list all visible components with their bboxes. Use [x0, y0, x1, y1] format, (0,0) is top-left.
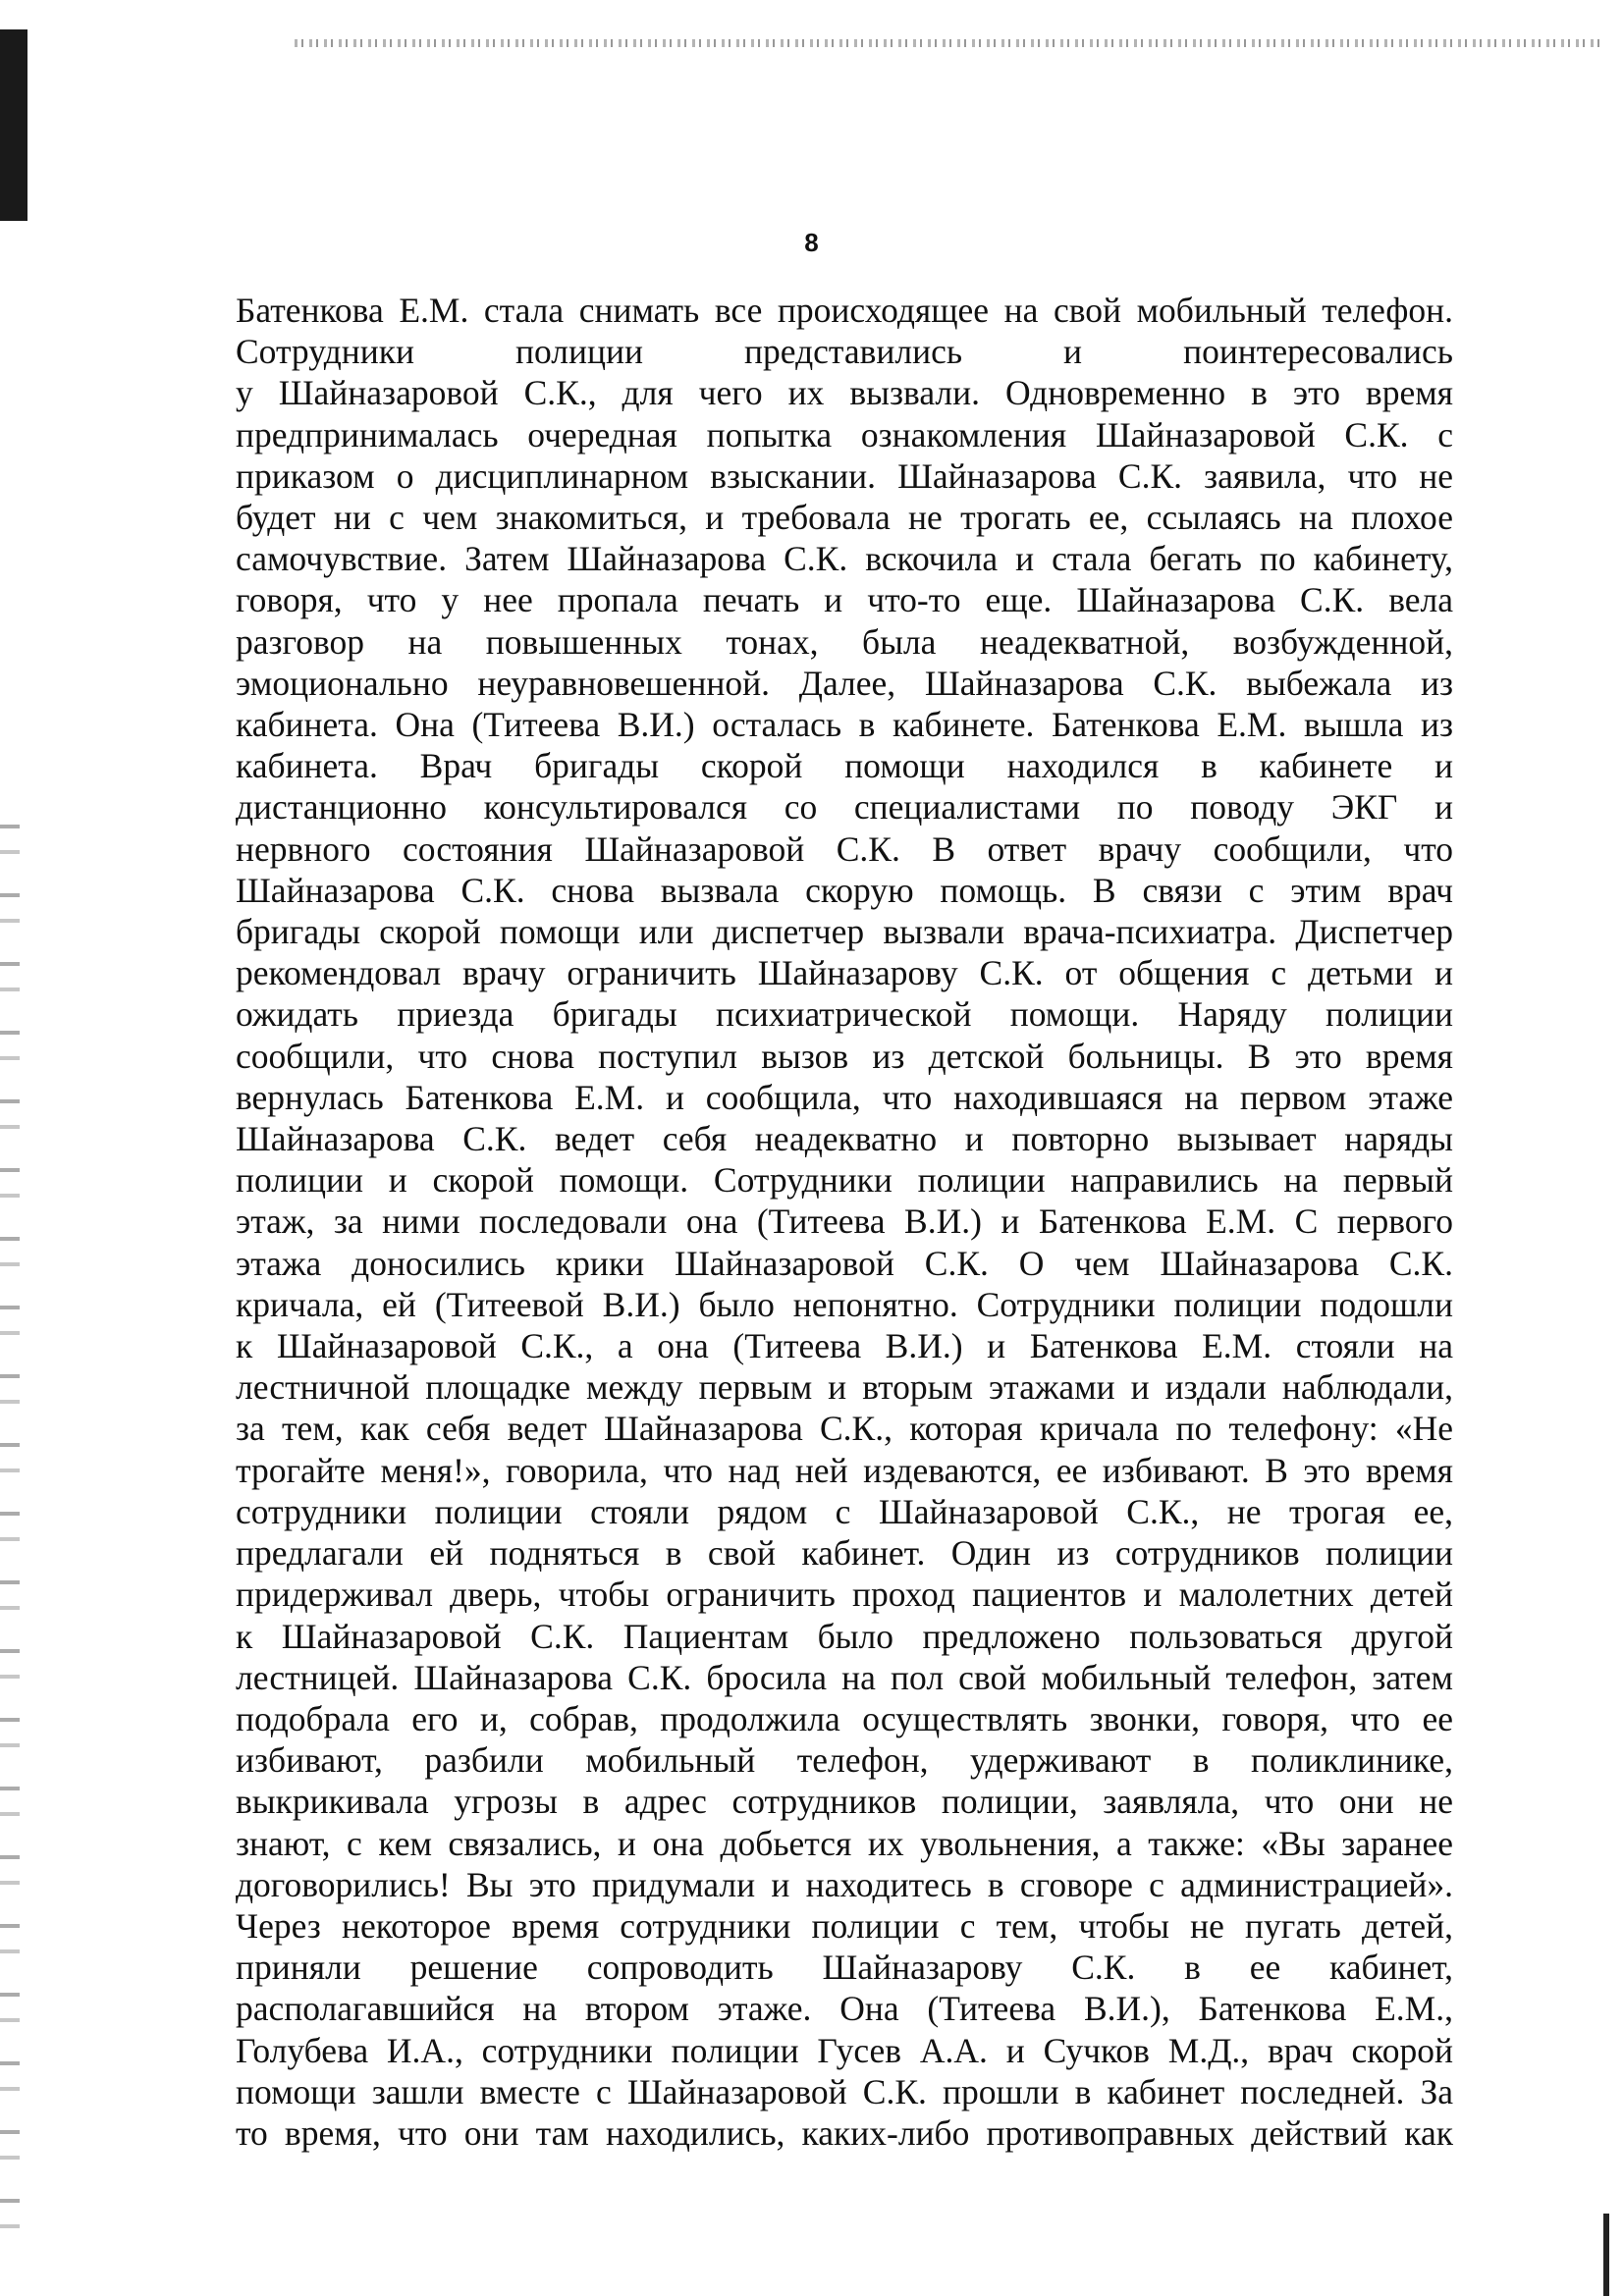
text-line: кричала, ей (Титеевой В.И.) было непонятно. Сотрудники полиции подошли [236, 1284, 1453, 1324]
text-line: самочувствие. Затем Шайназарова С.К. вскочила и стала бегать по кабинету, [236, 539, 1453, 579]
text-line: полиции и скорой помощи. Сотрудники полиции направились на первый [236, 1160, 1453, 1201]
text-line: сотрудники полиции стояли рядом с Шайназаровой С.К., не трогая ее, [236, 1491, 1453, 1531]
text-line: вернулась Батенкова Е.М. и сообщила, что находившаяся на первом этаже [236, 1077, 1453, 1117]
text-line: к Шайназаровой С.К. Пациентам было предложено пользоваться другой [236, 1616, 1453, 1656]
text-line: Голубева И.А., сотрудники полиции Гусев А.А. и Сучков М.Д., врач скорой [236, 2030, 1453, 2070]
text-line: приказом о дисциплинарном взыскании. Шайназарова С.К. заявила, что не [236, 455, 1453, 496]
document-body [236, 290, 1453, 2154]
text-line: Шайназарова С.К. снова вызвала скорую помощь. В связи с этим врач [236, 870, 1453, 910]
text-line: выкрикивала угрозы в адрес сотрудников полиции, заявляла, что они не [236, 1782, 1453, 1822]
text-line: разговор на повышенных тонах, была неадекватной, возбужденной, [236, 621, 1453, 662]
text-line: Шайназарова С.К. ведет себя неадекватно и повторно вызывает наряды [236, 1119, 1453, 1159]
text-line: этажа доносились крики Шайназаровой С.К. О чем Шайназарова С.К. [236, 1243, 1453, 1283]
page-number: 8 [804, 228, 819, 257]
text-line: рекомендовал врачу ограничить Шайназарову С.К. от общения с детьми и [236, 953, 1453, 993]
text-line: нервного состояния Шайназаровой С.К. В ответ врачу сообщили, что [236, 828, 1453, 869]
text-line: располагавшийся на втором этаже. Она (Титеева В.И.), Батенкова Е.М., [236, 1989, 1453, 2029]
text-line: ожидать приезда бригады психиатрической помощи. Наряду полиции [236, 994, 1453, 1035]
text-line: дистанционно консультировался со специалистами по поводу ЭКГ и [236, 787, 1453, 828]
text-line: у Шайназаровой С.К., для чего их вызвали. Одновременно в это время [236, 373, 1453, 413]
text-line: приняли решение сопроводить Шайназарову С.К. в ее кабинет, [236, 1948, 1453, 1988]
text-line: к Шайназаровой С.К., а она (Титеева В.И.) и Батенкова Е.М. стояли на [236, 1326, 1453, 1366]
text-line: Сотрудники полиции представились и поинтересовались [236, 332, 1453, 372]
text-line: говоря, что у нее пропала печать и что-то еще. Шайназарова С.К. вела [236, 580, 1453, 620]
text-line: сообщили, что снова поступил вызов из детской больницы. В это время [236, 1036, 1453, 1076]
text-line: договорились! Вы это придумали и находитесь в сговоре с администрацией». [236, 1864, 1453, 1904]
text-line: предлагали ей подняться в свой кабинет. Один из сотрудников полиции [236, 1533, 1453, 1574]
scan-edge-artifact-left [0, 29, 27, 221]
text-line: кабинета. Врач бригады скорой помощи находился в кабинете и [236, 746, 1453, 786]
text-line: лестницей. Шайназарова С.К. бросила на пол свой мобильный телефон, затем [236, 1657, 1453, 1697]
text-line: этаж, за ними последовали она (Титеева В.И.) и Батенкова Е.М. С первого [236, 1201, 1453, 1242]
text-line: кабинета. Она (Титеева В.И.) осталась в кабинете. Батенкова Е.М. вышла из [236, 705, 1453, 745]
text-line: избивают, разбили мобильный телефон, удерживают в поликлинике, [236, 1740, 1453, 1781]
text-line: за тем, как себя ведет Шайназарова С.К., которая кричала по телефону: «Не [236, 1409, 1453, 1449]
scan-edge-artifact-top [295, 39, 1600, 47]
text-line: бригады скорой помощи или диспетчер вызвали врача-психиатра. Диспетчер [236, 912, 1453, 952]
text-line: будет ни с чем знакомиться, и требовала не трогать ее, ссылаясь на плохое [236, 498, 1453, 538]
text-line: предпринималась очередная попытка ознакомления Шайназаровой С.К. с [236, 414, 1453, 454]
scan-edge-artifact-right [1603, 2214, 1609, 2296]
text-line: Батенкова Е.М. стала снимать все происходящее на свой мобильный телефон. [236, 291, 1453, 330]
text-line: то время, что они там находились, каких-либо противоправных действий как [236, 2112, 1453, 2153]
text-line: лестничной площадке между первым и вторым этажами и издали наблюдали, [236, 1367, 1453, 1408]
text-line: Через некоторое время сотрудники полиции с тем, чтобы не пугать детей, [236, 1905, 1453, 1946]
text-line: знают, с кем связались, и она добьется их увольнения, а также: «Вы заранее [236, 1823, 1453, 1863]
scan-edge-specks-left [0, 825, 20, 2258]
text-line: эмоционально неуравновешенной. Далее, Шайназарова С.К. выбежала из [236, 663, 1453, 703]
text-line: придерживал дверь, чтобы ограничить проход пациентов и малолетних детей [236, 1575, 1453, 1615]
text-line: помощи зашли вместе с Шайназаровой С.К. прошли в кабинет последней. За [236, 2071, 1453, 2111]
text-line: подобрала его и, собрав, продолжила осуществлять звонки, говоря, что ее [236, 1698, 1453, 1738]
text-line: трогайте меня!», говорила, что над ней издеваются, ее избивают. В это время [236, 1450, 1453, 1490]
